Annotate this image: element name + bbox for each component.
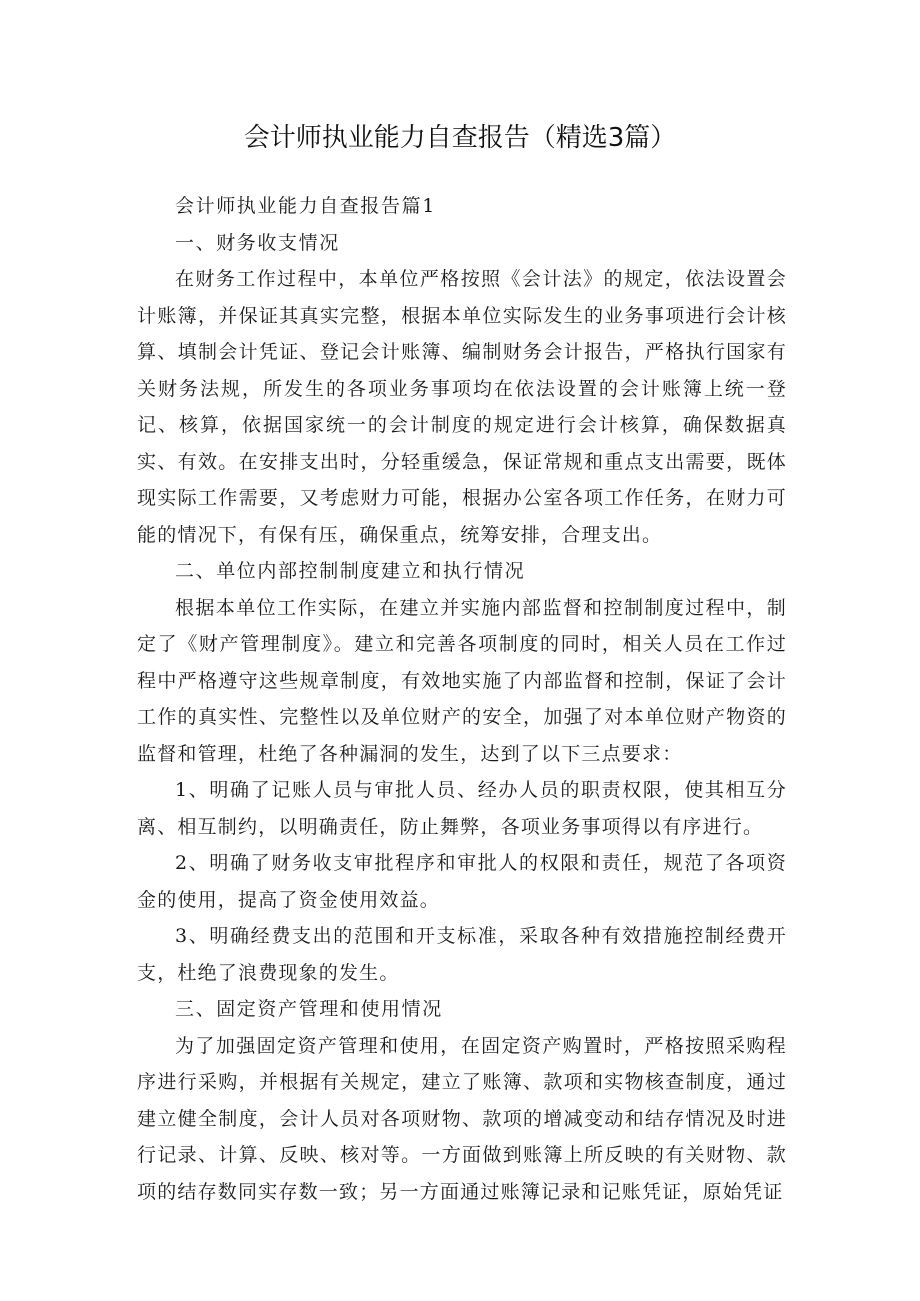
section-heading-1: 一、财务收支情况 [175, 231, 340, 254]
document-title: 会计师执业能力自查报告（精选3篇） [243, 123, 677, 153]
section-3-paragraph: 为了加强固定资产管理和使用，在固定资产购置时，严格按照采购程序进行采购，并根据有关规定，建立了账簿、款项和实物核查制度，通过建立健全制度，会计人员对各项财物、款项的增减变动和结存情况及时进行记录、计算、反映、核对等。一方面做到账簿上所反映的有关财物、款项的结存数同实存数一致；另一方面通过账簿记录和记账凭证，原始凭证 [137, 1034, 787, 1203]
article-subtitle: 会计师执业能力自查报告篇1 [175, 195, 436, 217]
section-heading-2: 二、单位内部控制制度建立和执行情况 [175, 560, 526, 582]
section-1-paragraph: 在财务工作过程中，本单位严格按照《会计法》的规定，依法设置会计账簿，并保证其真实完整，根据本单位实际发生的业务事项进行会计核算、填制会计凭证、登记会计账簿、编制财务会计报告，严格执行国家有关财务法规，所发生的各项业务事项均在依法设置的会计账簿上统一登记、核算，依据国家统一的会计制度的规定进行会计核算，确保数据真实、有效。在安排支出时，分轻重缓急，保证常规和重点支出需要，既体现实际工作需要，又考虑财力可能，根据办公室各项工作任务，在财力可能的情况下，有保有压，确保重点，统筹安排，合理支出。 [137, 268, 787, 546]
section-2-list-item-1: 1、明确了记账人员与审批人员、经办人员的职责权限，使其相互分离、相互制约，以明确责任，防止舞弊，各项业务事项得以有序进行。 [137, 779, 787, 838]
section-heading-3: 三、固定资产管理和使用情况 [175, 998, 443, 1020]
section-2-list-item-3: 3、明确经费支出的范围和开支标准，采取各种有效措施控制经费开支，杜绝了浪费现象的发生。 [137, 925, 787, 984]
section-2-paragraph: 根据本单位工作实际，在建立并实施内部监督和控制制度过程中，制定了《财产管理制度》。建立和完善各项制度的同时，相关人员在工作过程中严格遵守这些规章制度，有效地实施了内部监督和控制，保证了会计工作的真实性、完整性以及单位财产的安全，加强了对本单位财产物资的监督和管理，杜绝了各种漏洞的发生，达到了以下三点要求： [137, 596, 787, 765]
document-body [137, 188, 787, 1210]
section-2-list-item-2: 2、明确了财务收支审批程序和审批人的权限和责任，规范了各项资金的使用，提高了资金使用效益。 [137, 852, 787, 911]
